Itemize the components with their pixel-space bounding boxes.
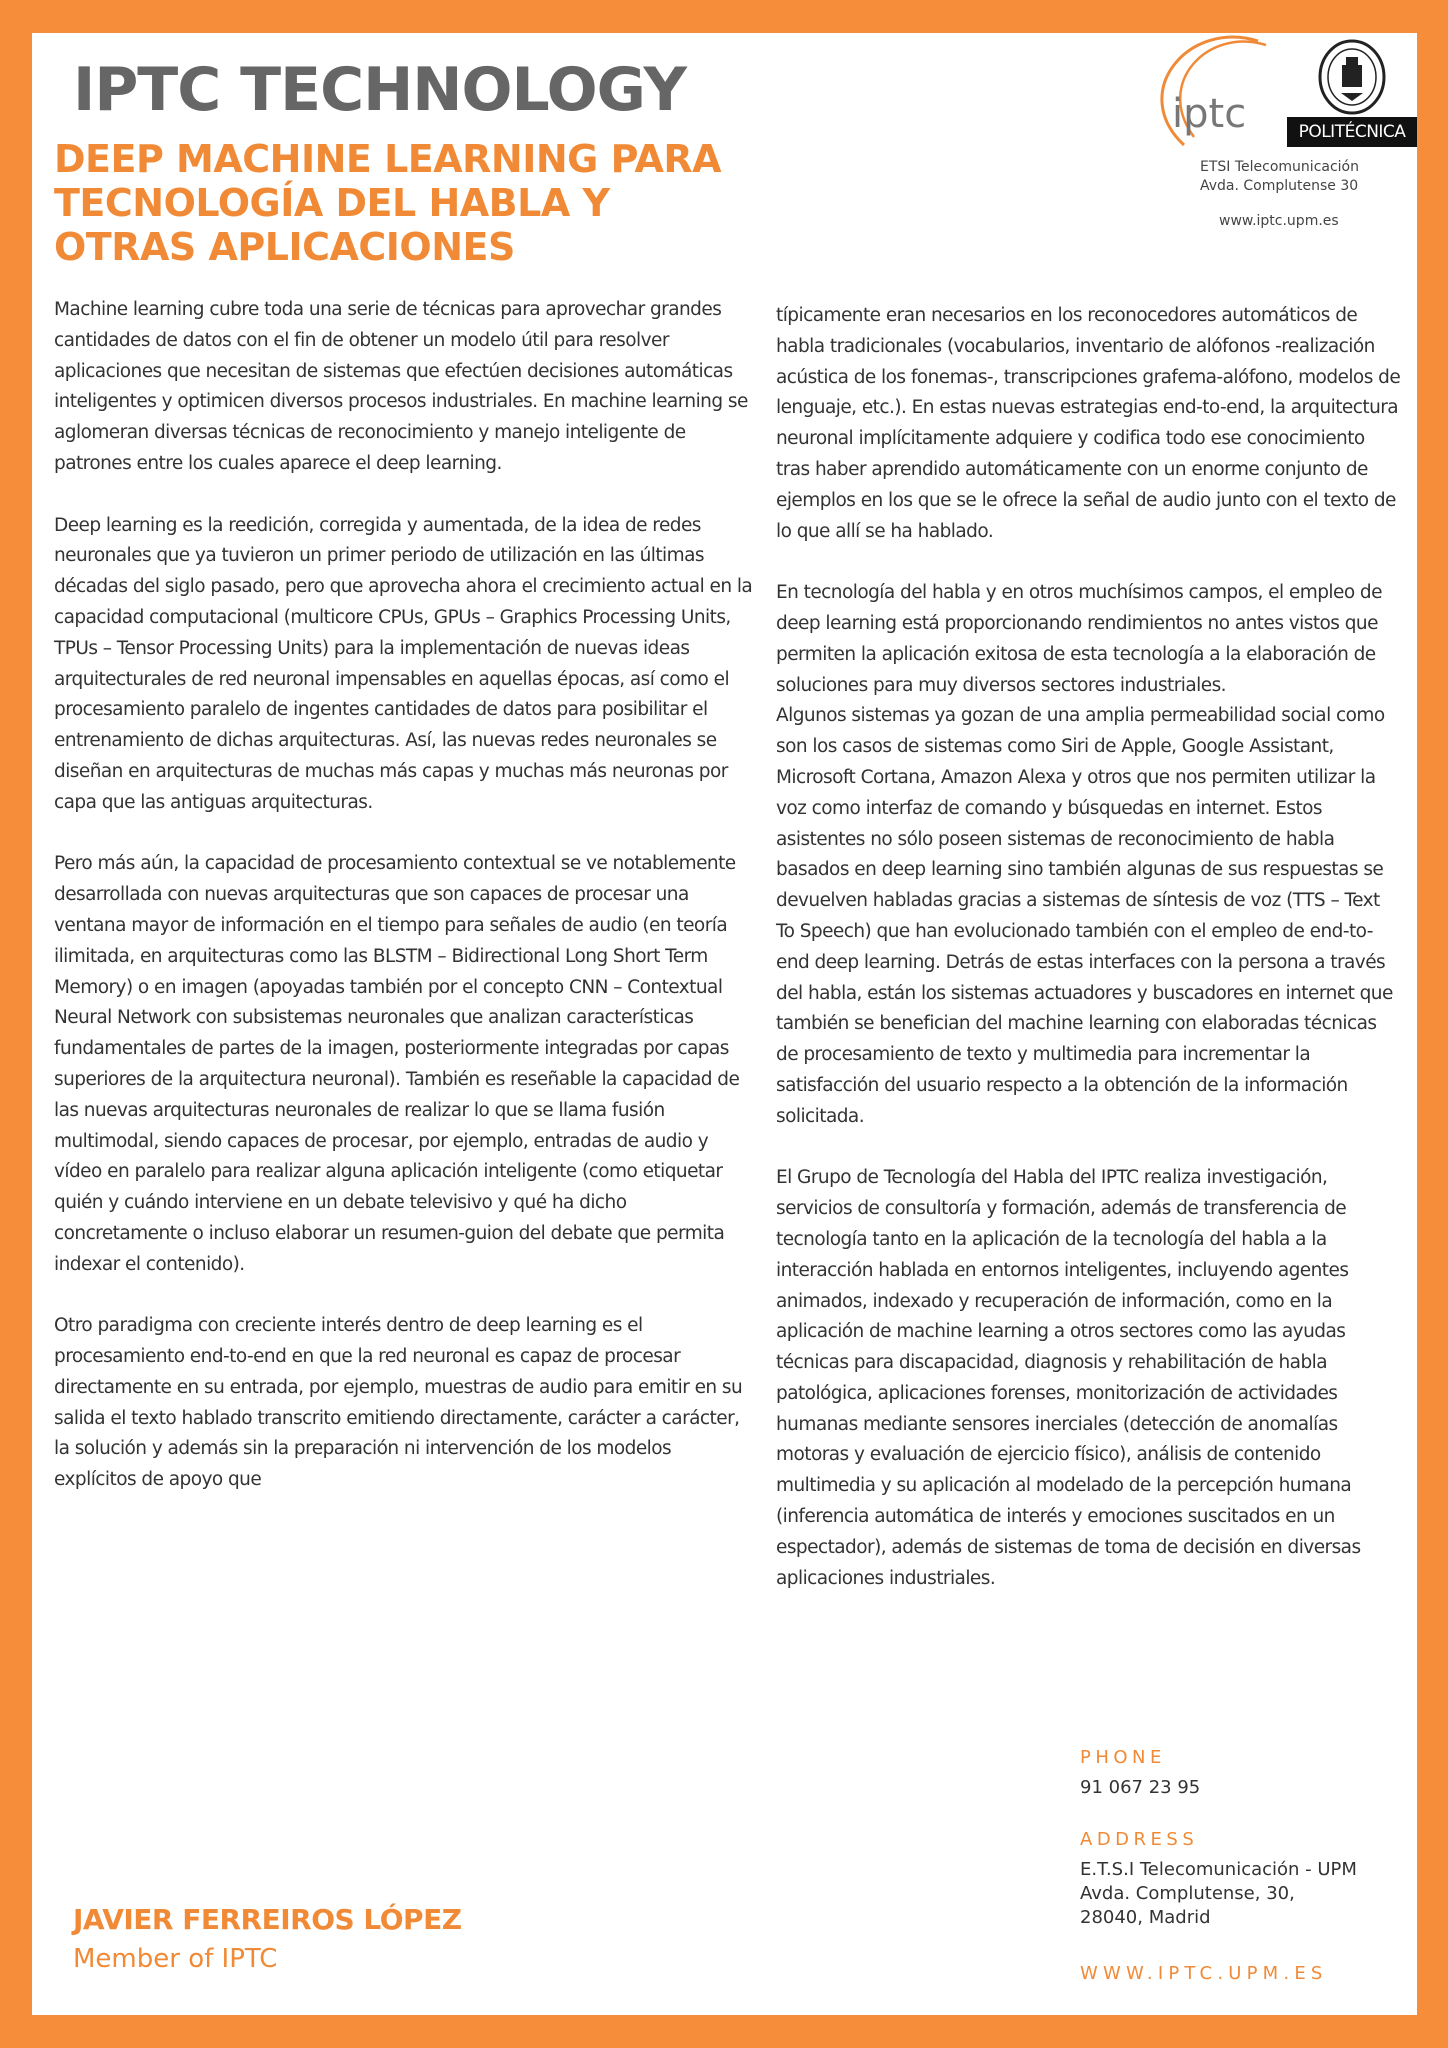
author-block	[73, 1903, 462, 1974]
body-paragraph: Algunos sistemas ya gozan de una amplia permeabilidad social como son los casos de sistemas como Siri de Apple, Google Assistant, Microsoft Cortana, Amazon Alexa y otros que nos permiten utilizar la voz como interfaz de comando y búsquedas en internet. Estos asistentes no sólo poseen sistemas de reconocimiento de habla basados en deep learning sino también algunas de sus respuestas se devuelven habladas gracias a sistemas de síntesis de voz (TTS – Text To Speech) que han evolucionado también con el empleo de end-to-end deep learning. Detrás de estas interfaces con la persona a través del habla, están los sistemas actuadores y buscadores en internet que también se benefician del machine learning con elaboradas técnicas de procesamiento de texto y multimedia para incrementar la satisfacción del usuario respecto a la obtención de la información solicitada.	[776, 705, 1393, 1127]
header-address-line: Avda. Complutense 30	[1200, 178, 1359, 194]
header-website-link[interactable]: www.iptc.upm.es	[1219, 213, 1339, 229]
address-line: Avda. Complutense, 30,	[1080, 1883, 1295, 1904]
contact-phone	[1080, 1747, 1200, 1800]
upm-logo	[1283, 33, 1417, 151]
subtitle-line: TECNOLOGÍA DEL HABLA Y	[54, 181, 610, 225]
subtitle-line: OTRAS APLICACIONES	[54, 225, 515, 269]
university-seal-icon	[1317, 37, 1387, 115]
body-paragraph: típicamente eran necesarios en los reconocedores automáticos de habla tradicionales (vocabularios, inventario de alófonos -realización acústica de los fonemas-, transcripciones grafema-alófono, modelos de lenguaje, etc.). En estas nuevas estrategias end-to-end, la arquitectura neuronal implícitamente adquiere y codifica todo ese conocimiento tras haber aprendido automáticamente con un enorme conjunto de ejemplos en los que se le ofrece la señal de audio junto con el texto de lo que allí se ha hablado.	[776, 305, 1401, 542]
body-paragraph: Machine learning cubre toda una serie de técnicas para aprovechar grandes cantidades de datos con el fin de obtener un modelo útil para resolver aplicaciones que necesitan de sistemas que efectúen decisiones automáticas inteligentes y optimicen diversos procesos industriales. En machine learning se aglomeran diversas técnicas de reconocimiento y manejo inteligente de patrones entre los cuales aparece el deep learning.	[54, 299, 748, 474]
document-subtitle	[54, 137, 774, 269]
page-title: IPTC TECHNOLOGY	[73, 55, 687, 125]
phone-label: PHONE	[1080, 1747, 1166, 1768]
address-line: 28040, Madrid	[1080, 1907, 1211, 1928]
address-label: ADDRESS	[1080, 1829, 1199, 1850]
document-sheet	[32, 33, 1417, 2015]
body-paragraph: Otro paradigma con creciente interés dentro de deep learning es el procesamiento end-to-end en que la red neuronal es capaz de procesar directamente en su entrada, por ejemplo, muestras de audio para emitir en su salida el texto hablado transcrito emitiendo directamente, carácter a carácter, la solución y además sin la preparación ni intervención de los modelos explícitos de apoyo que	[54, 1315, 743, 1491]
contact-address	[1080, 1829, 1357, 1930]
header-address	[1200, 158, 1359, 196]
right-column	[776, 301, 1401, 1594]
contact-website-link[interactable]: WWW.IPTC.UPM.ES	[1080, 1963, 1328, 1984]
address-line: E.T.S.I Telecomunicación - UPM	[1080, 1859, 1357, 1880]
author-role: Member of IPTC	[73, 1944, 278, 1974]
iptc-logo-text: iptc	[1172, 91, 1247, 137]
body-paragraph: Deep learning es la reedición, corregida y aumentada, de la idea de redes neuronales que ya tuvieron un primer periodo de utilización en las últimas décadas del siglo pasado, pero que aprovecha ahora el crecimiento actual en la capacidad computacional (multicore CPUs, GPUs – Graphics Processing Units, TPUs – Tensor Processing Units) para la implementación de nuevas ideas arquitecturales de red neuronal impensables en aquellas épocas, así como el procesamiento paralelo de ingentes cantidades de datos para posibilitar el entrenamiento de dichas arquitecturas. Así, las nuevas redes neuronales se diseñan en arquitecturas de muchas más capas y muchas más neuronas por capa que las antiguas arquitecturas.	[54, 514, 753, 813]
subtitle-line: DEEP MACHINE LEARNING PARA	[54, 137, 722, 181]
body-paragraph: Pero más aún, la capacidad de procesamiento contextual se ve notablemente desarrollada con nuevas arquitecturas que son capaces de procesar una ventana mayor de información en el tiempo para señales de audio (en teoría ilimitada, en arquitecturas como las BLSTM – Bidirectional Long Short Term Memory) o en imagen (apoyadas también por el concepto CNN – Contextual Neural Network con subsistemas neuronales que analizan características fundamentales de partes de la imagen, posteriormente integradas por capas superiores de la arquitectura neuronal). También es reseñable la capacidad de las nuevas arquitecturas neuronales de realizar lo que se llama fusión multimodal, siendo capaces de procesar, por ejemplo, entradas de audio y vídeo en paralelo para realizar alguna aplicación inteligente (como etiquetar quién y cuándo interviene en un debate televisivo y qué ha dicho concretamente o incluso elaborar un resumen-guion del debate que permita indexar el contenido).	[54, 853, 740, 1275]
phone-number: 91 067 23 95	[1080, 1777, 1201, 1798]
iptc-logo	[1128, 33, 1278, 151]
body-paragraph: El Grupo de Tecnología del Habla del IPTC realiza investigación, servicios de consultoría y formación, además de transferencia de tecnología tanto en la aplicación de la tecnología del habla a la interacción hablada en entornos inteligentes, incluyendo agentes animados, indexado y recuperación de información, como en la aplicación de machine learning a otros sectores como las ayudas técnicas para discapacidad, diagnosis y rehabilitación de habla patológica, aplicaciones forenses, monitorización de actividades humanas mediante sensores inerciales (detección de anomalías motoras y evaluación de ejercicio físico), análisis de contenido multimedia y su aplicación al modelado de la percepción humana (inferencia automática de interés y emociones suscitados en un espectador), además de sistemas de toma de decisión en diversas aplicaciones industriales.	[776, 1167, 1361, 1589]
upm-logo-label: POLITÉCNICA	[1287, 117, 1417, 147]
author-name: JAVIER FERREIROS LÓPEZ	[73, 1903, 462, 1936]
body-paragraph: En tecnología del habla y en otros muchísimos campos, el empleo de deep learning está proporcionando rendimientos no antes vistos que permiten la aplicación exitosa de esta tecnología a la elaboración de soluciones para muy diversos sectores industriales.	[776, 582, 1382, 696]
header-address-line: ETSI Telecomunicación	[1200, 159, 1359, 175]
left-column	[54, 295, 754, 1496]
